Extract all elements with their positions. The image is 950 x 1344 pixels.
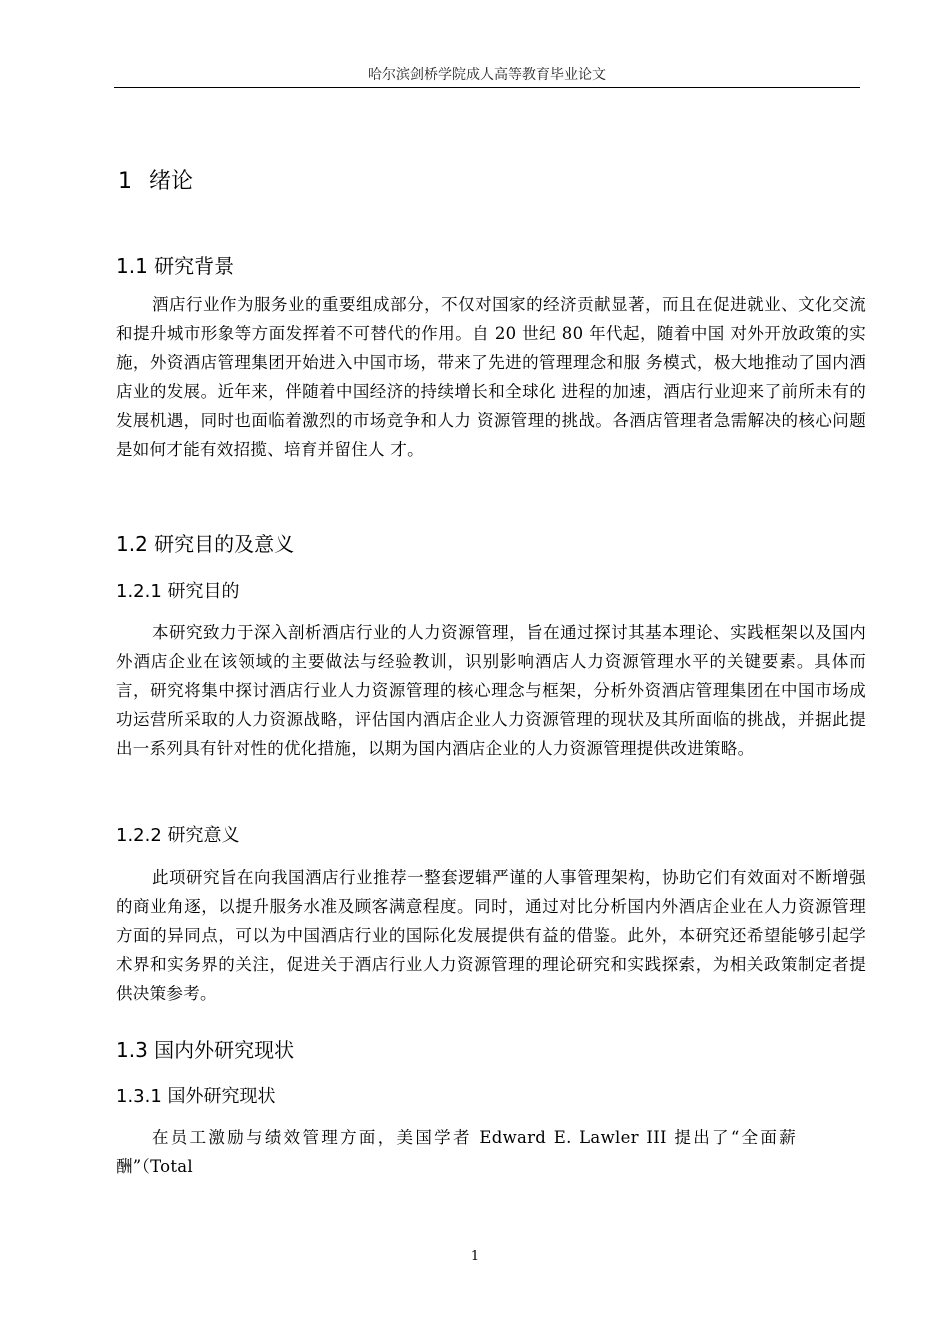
subsection-heading-1-3-1: 1.3.1 国外研究现状 (116, 1086, 276, 1107)
paragraph-background: 酒店行业作为服务业的重要组成部分，不仅对国家的经济贡献显著，而且在促进就业、文化交流和提升城市形象等方面发挥着不可替代的作用。自 20 世纪 80 年代起，随着中国 对外开放政策的实施，外资酒店管理集团开始进入中国市场，带来了先进的管理理念和服 务模式，极大地推动了国内酒店业的发展。近年来，伴随着中国经济的持续增长和全球化 进程的加速，酒店行业迎来了前所未有的发展机遇，同时也面临着激烈的市场竞争和人力 资源管理的挑战。各酒店管理者急需解决的核心问题是如何才能有效招揽、培育并留住人 才。 (116, 295, 866, 459)
section-heading-1-1: 1.1 研究背景 (116, 254, 235, 278)
page-number: 1 (470, 1249, 480, 1264)
chapter-title-text: 绪论 (149, 169, 194, 194)
header-divider (114, 87, 860, 88)
paragraph-objective: 本研究致力于深入剖析酒店行业的人力资源管理，旨在通过探讨其基本理论、实践框架以及国内外酒店企业在该领域的主要做法与经验教训，识别影响酒店人力资源管理水平的关键要素。具体而言，研究将集中探讨酒店行业人力资源管理的核心理念与框架，分析外资酒店管理集团在中国市场成功运营所采取的人力资源战略，评估国内酒店企业人力资源管理的现状及其所面临的挑战，并据此提出一系列具有针对性的优化措施，以期为国内酒店企业的人力资源管理提供改进策略。 (116, 623, 866, 758)
subsection-heading-1-2-2: 1.2.2 研究意义 (116, 825, 240, 846)
paragraph-significance: 此项研究旨在向我国酒店行业推荐一整套逻辑严谨的人事管理架构，协助它们有效面对不断增强的商业角逐，以提升服务水准及顾客满意程度。同时，通过对比分析国内外酒店企业在人力资源管理方面的异同点，可以为中国酒店行业的国际化发展提供有益的借鉴。此外，本研究还希望能够引起学术界和实务界的关注，促进关于酒店行业人力资源管理的理论研究和实践探索，为相关政策制定者提供决策参考。 (116, 868, 866, 1003)
section-heading-1-2: 1.2 研究目的及意义 (116, 532, 295, 556)
section-heading-1-3: 1.3 国内外研究现状 (116, 1038, 295, 1062)
subsection-heading-1-2-1: 1.2.1 研究目的 (116, 581, 240, 602)
running-header: 哈尔滨剑桥学院成人高等教育毕业论文 (368, 67, 606, 83)
chapter-number: 1 (118, 169, 132, 194)
chapter-title (118, 164, 193, 195)
paragraph-foreign-research: 在员工激励与绩效管理方面，美国学者 Edward E. Lawler III 提出了“全面薪酬”（Total (116, 1128, 796, 1176)
